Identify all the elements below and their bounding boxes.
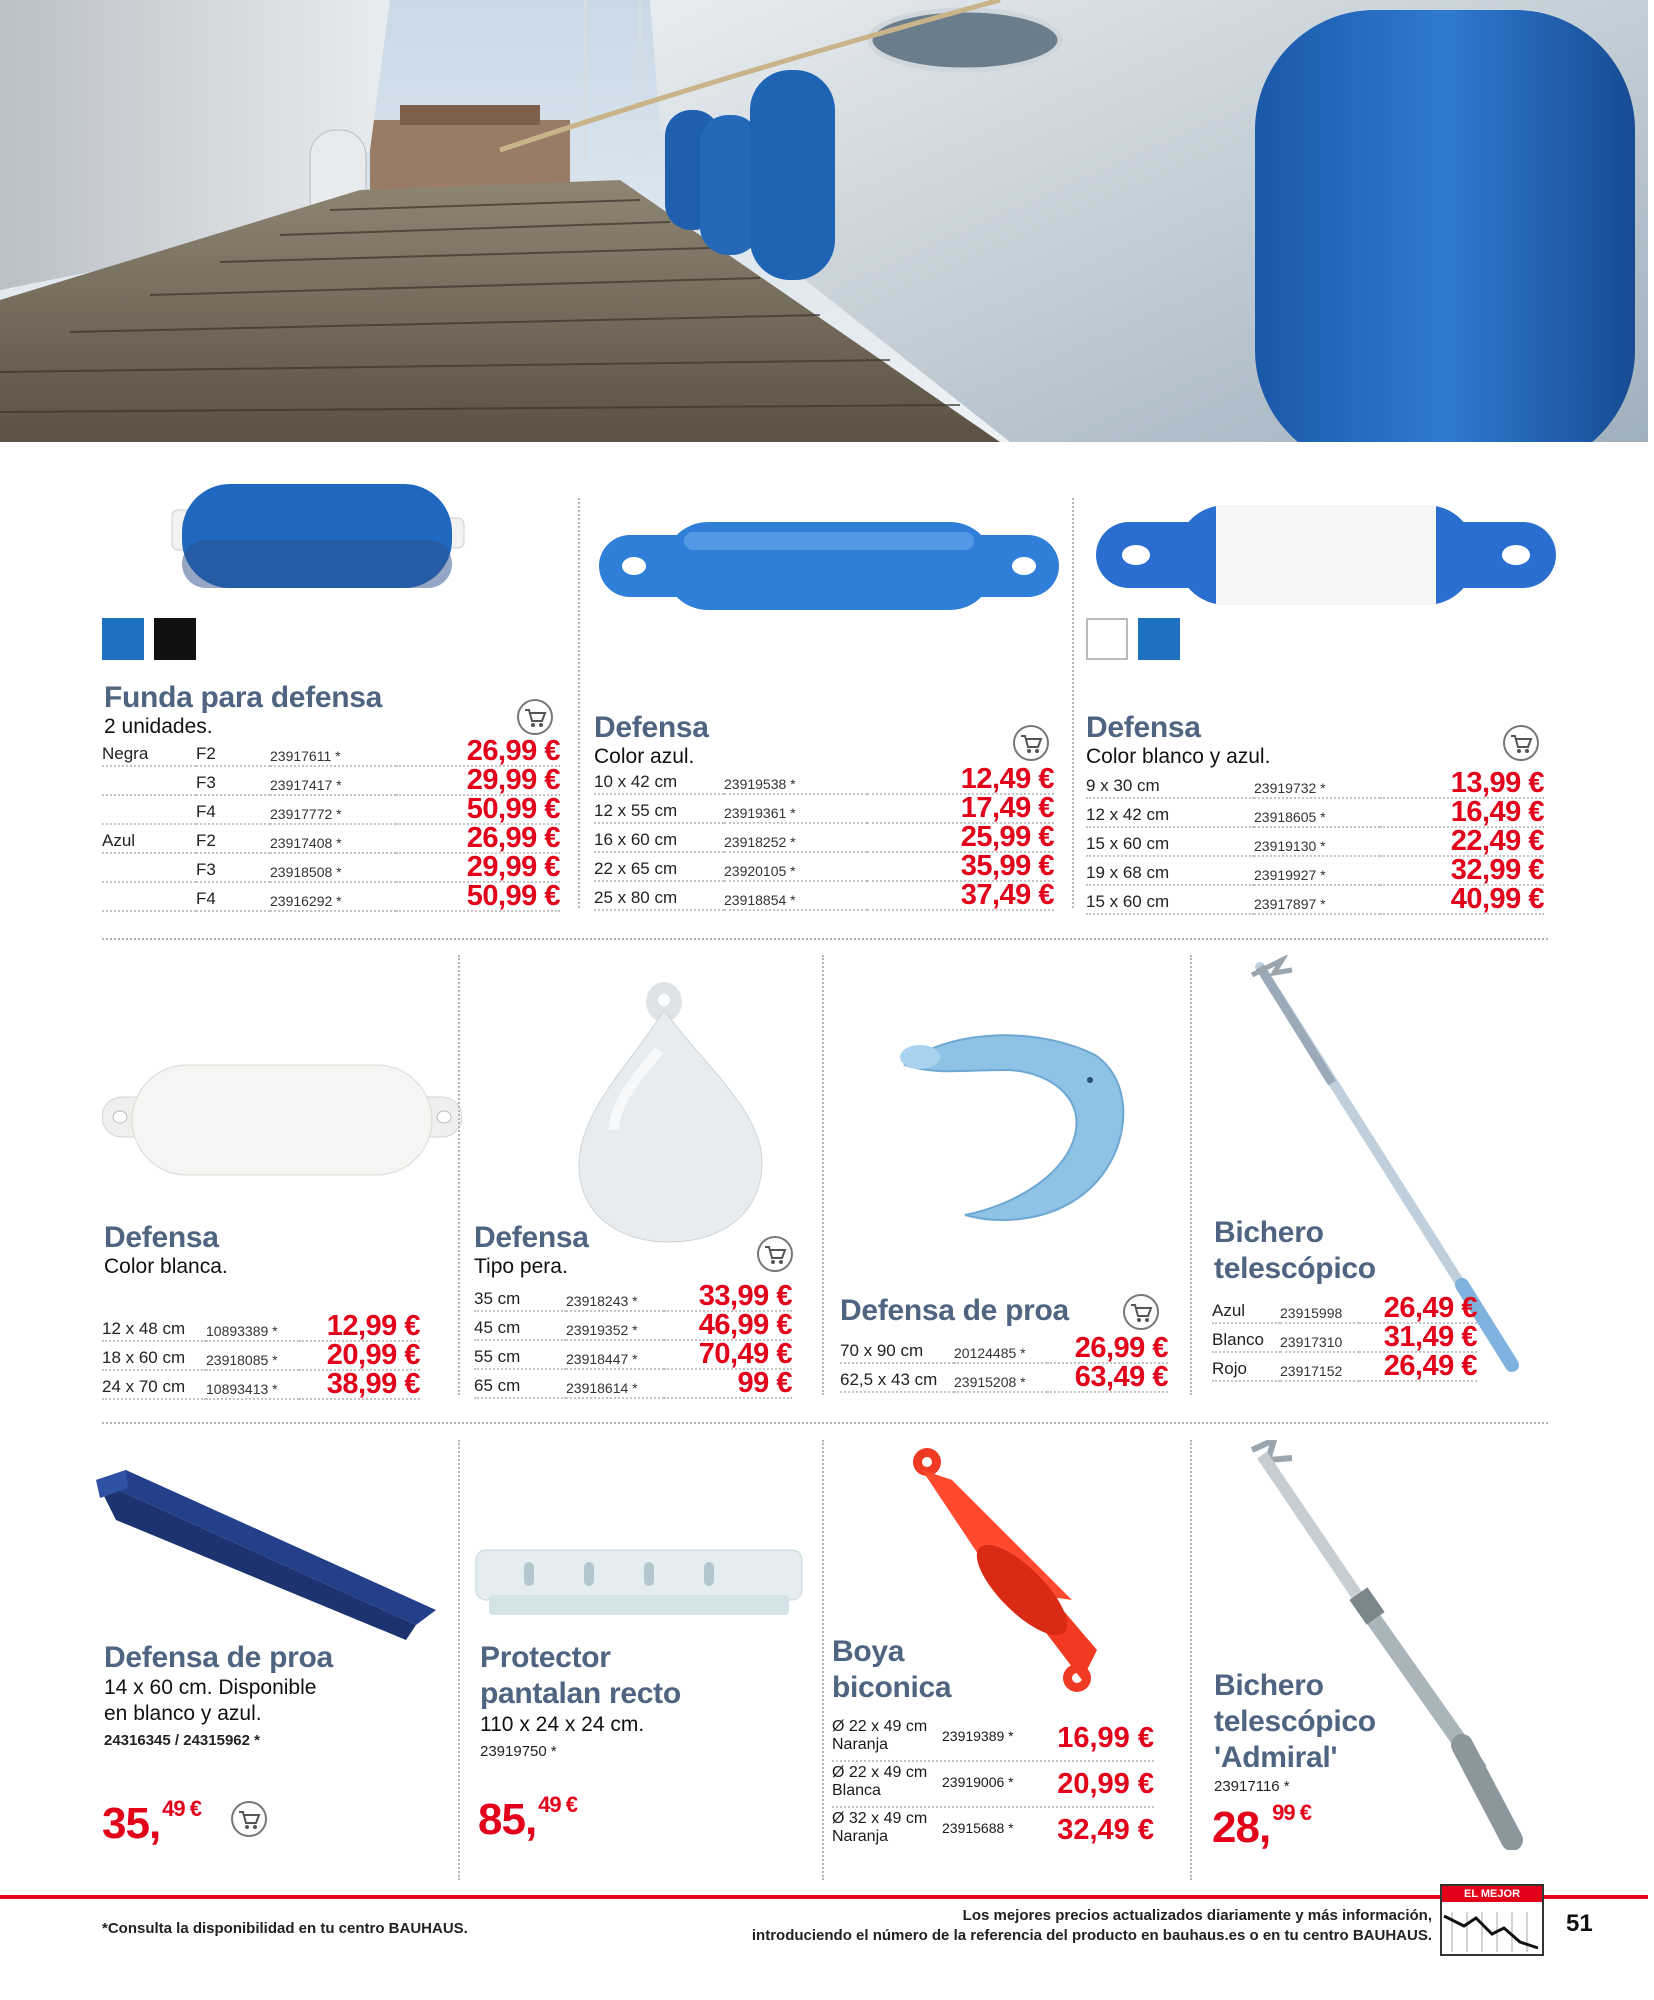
white-fender-image xyxy=(102,1055,462,1185)
table-row: 35 cm 23918243 * 33,99 € xyxy=(474,1280,792,1312)
product-bichero-telescopico xyxy=(1212,955,1572,1415)
table-row: Azul F2 23917408 * 26,99 € xyxy=(102,822,560,854)
table-row: 12 x 48 cm 10893389 * 12,99 € xyxy=(102,1310,420,1342)
product-defensa-pera xyxy=(474,955,804,1415)
product-bichero-admiral xyxy=(1212,1440,1572,1880)
table-row: 62,5 x 43 cm 23915208 * 63,49 € xyxy=(840,1361,1168,1393)
column-divider xyxy=(1072,498,1074,908)
price-table xyxy=(594,763,1054,911)
table-row: 12 x 55 cm 23919361 * 17,49 € xyxy=(594,792,1054,824)
pear-fender-image xyxy=(574,980,774,1250)
table-row: 45 cm 23919352 * 46,99 € xyxy=(474,1309,792,1341)
table-row: 55 cm 23918447 * 70,49 € xyxy=(474,1338,792,1370)
product-ref: 23917116 * xyxy=(1214,1778,1290,1795)
product-title: Defensa xyxy=(104,1221,219,1254)
table-row: 9 x 30 cm 23919732 * 13,99 € xyxy=(1086,767,1544,799)
table-row: 15 x 60 cm 23919130 * 22,49 € xyxy=(1086,825,1544,857)
product-defensa-azul xyxy=(594,460,1054,920)
table-row: 10 x 42 cm 23919538 * 12,49 € xyxy=(594,763,1054,795)
product-ref: 23919750 * xyxy=(480,1743,557,1760)
product-subtitle: Tipo pera. xyxy=(474,1255,568,1278)
product-funda-para-defensa xyxy=(102,460,562,920)
product-desc-line1: 14 x 60 cm. Disponible xyxy=(104,1676,317,1699)
product-subtitle: Color blanca. xyxy=(104,1255,228,1278)
cart-icon[interactable] xyxy=(1502,724,1540,762)
column-divider xyxy=(578,498,580,908)
swatch-white[interactable] xyxy=(1086,618,1128,660)
product-desc-line2: en blanco y azul. xyxy=(104,1702,262,1725)
cart-icon[interactable] xyxy=(230,1800,268,1838)
blue-fender-image xyxy=(594,510,1064,620)
table-row: 19 x 68 cm 23919927 * 32,99 € xyxy=(1086,854,1544,886)
product-title: Defensa xyxy=(1086,711,1201,744)
biconical-buoy-image xyxy=(882,1440,1142,1700)
table-row: 18 x 60 cm 23918085 * 20,99 € xyxy=(102,1339,420,1371)
table-row: 15 x 60 cm 23917897 * 40,99 € xyxy=(1086,883,1544,915)
column-divider xyxy=(822,1440,824,1880)
table-row: 12 x 42 cm 23918605 * 16,49 € xyxy=(1086,796,1544,828)
straight-bow-fender-image xyxy=(86,1460,446,1640)
row-divider xyxy=(102,938,1548,940)
swatch-black[interactable] xyxy=(154,618,196,660)
table-row: 65 cm 23918614 * 99 € xyxy=(474,1367,792,1399)
column-divider xyxy=(822,955,824,1395)
price-table xyxy=(1212,1292,1477,1382)
bow-fender-crescent-image xyxy=(895,1015,1135,1225)
table-row: F3 23918508 * 29,99 € xyxy=(102,853,560,882)
footer-rule xyxy=(0,1895,1648,1899)
product-price: 85,$^{49 €}$ xyxy=(478,1792,577,1844)
table-row: Blanco 23917310 31,49 € xyxy=(1212,1321,1477,1353)
product-subtitle: 2 unidades. xyxy=(104,715,213,738)
table-row: 22 x 65 cm 23920105 * 35,99 € xyxy=(594,850,1054,882)
product-defensa-proa-crescent xyxy=(840,955,1180,1415)
product-defensa-blanco-azul xyxy=(1086,460,1546,920)
product-protector-pantalan xyxy=(474,1440,814,1880)
table-row: Azul 23915998 26,49 € xyxy=(1212,1292,1477,1324)
product-title-line2: telescópico xyxy=(1214,1705,1376,1738)
product-title: Defensa xyxy=(594,711,709,744)
cart-icon[interactable] xyxy=(1122,1293,1160,1331)
product-ref: 24316345 / 24315962 * xyxy=(104,1732,260,1749)
cart-icon[interactable] xyxy=(516,698,554,736)
dock-protector-image xyxy=(474,1540,804,1620)
table-row: Ø 22 x 49 cm Naranja 23919389 * 16,99 € xyxy=(832,1716,1154,1762)
table-row: Rojo 23917152 26,49 € xyxy=(1212,1350,1477,1382)
price-table xyxy=(474,1280,792,1399)
table-row: Ø 22 x 49 cm Blanca 23919006 * 20,99 € xyxy=(832,1762,1154,1808)
availability-footnote: *Consulta la disponibilidad en tu centro BAUHAUS. xyxy=(102,1920,468,1937)
product-title-line1: Boya xyxy=(832,1635,905,1668)
product-price: 35,$^{49 €}$ xyxy=(102,1796,201,1848)
row-divider xyxy=(102,1422,1548,1424)
table-row: 16 x 60 cm 23918252 * 25,99 € xyxy=(594,821,1054,853)
best-price-badge-label: EL MEJOR PRECIO xyxy=(1442,1886,1542,1902)
column-divider xyxy=(458,955,460,1395)
white-blue-fender-image xyxy=(1096,500,1556,610)
best-price-badge xyxy=(1440,1884,1544,1956)
price-trend-icon xyxy=(1442,1902,1542,1954)
cart-icon[interactable] xyxy=(1012,724,1050,762)
product-title-line2: telescópico xyxy=(1214,1252,1376,1285)
price-table xyxy=(102,1310,420,1400)
product-title: Funda para defensa xyxy=(104,681,383,714)
product-title-line2: pantalan recto xyxy=(480,1677,681,1710)
product-title-line2: biconica xyxy=(832,1671,952,1704)
table-row: F4 23916292 * 50,99 € xyxy=(102,882,560,911)
column-divider xyxy=(458,1440,460,1880)
product-defensa-blanca xyxy=(102,955,442,1415)
column-divider xyxy=(1190,1440,1192,1880)
product-boya-biconica xyxy=(832,1440,1172,1880)
page-number: 51 xyxy=(1566,1910,1593,1937)
product-subtitle: Color azul. xyxy=(594,745,695,768)
cart-icon[interactable] xyxy=(756,1235,794,1273)
product-title-line1: Bichero xyxy=(1214,1216,1324,1249)
table-row: 25 x 80 cm 23918854 * 37,49 € xyxy=(594,879,1054,911)
product-title: Defensa de proa xyxy=(840,1294,1069,1327)
swatch-blue[interactable] xyxy=(1138,618,1180,660)
price-info-text: Los mejores precios actualizados diariamente y más información, introduciendo el número de la referencia del producto en bauhaus.es o en tu centro BAUHAUS. xyxy=(751,1907,1432,1944)
table-row: F4 23917772 * 50,99 € xyxy=(102,795,560,824)
table-row: 24 x 70 cm 10893413 * 38,99 € xyxy=(102,1368,420,1400)
swatch-blue[interactable] xyxy=(102,618,144,660)
table-row: Negra F2 23917611 * 26,99 € xyxy=(102,735,560,767)
product-defensa-proa-recta xyxy=(86,1440,446,1880)
price-table xyxy=(102,735,560,912)
price-table xyxy=(1086,767,1544,915)
product-title: Defensa de proa xyxy=(104,1641,333,1674)
table-row: F3 23917417 * 29,99 € xyxy=(102,766,560,795)
product-desc: 110 x 24 x 24 cm. xyxy=(480,1713,645,1736)
table-row: 70 x 90 cm 20124485 * 26,99 € xyxy=(840,1332,1168,1364)
price-table xyxy=(832,1716,1154,1854)
product-title-line3: 'Admiral' xyxy=(1214,1741,1338,1774)
product-title: Defensa xyxy=(474,1221,589,1254)
product-title-line1: Protector xyxy=(480,1641,611,1674)
price-table xyxy=(840,1332,1168,1393)
fender-cover-image xyxy=(147,470,487,600)
product-subtitle: Color blanco y azul. xyxy=(1086,745,1271,768)
hero-marina-photo xyxy=(0,0,1648,442)
product-price: 28,$^{99 €}$ xyxy=(1212,1800,1311,1852)
column-divider xyxy=(1190,955,1192,1395)
product-title-line1: Bichero xyxy=(1214,1669,1324,1702)
table-row: Ø 32 x 49 cm Naranja 23915688 * 32,49 € xyxy=(832,1810,1154,1846)
